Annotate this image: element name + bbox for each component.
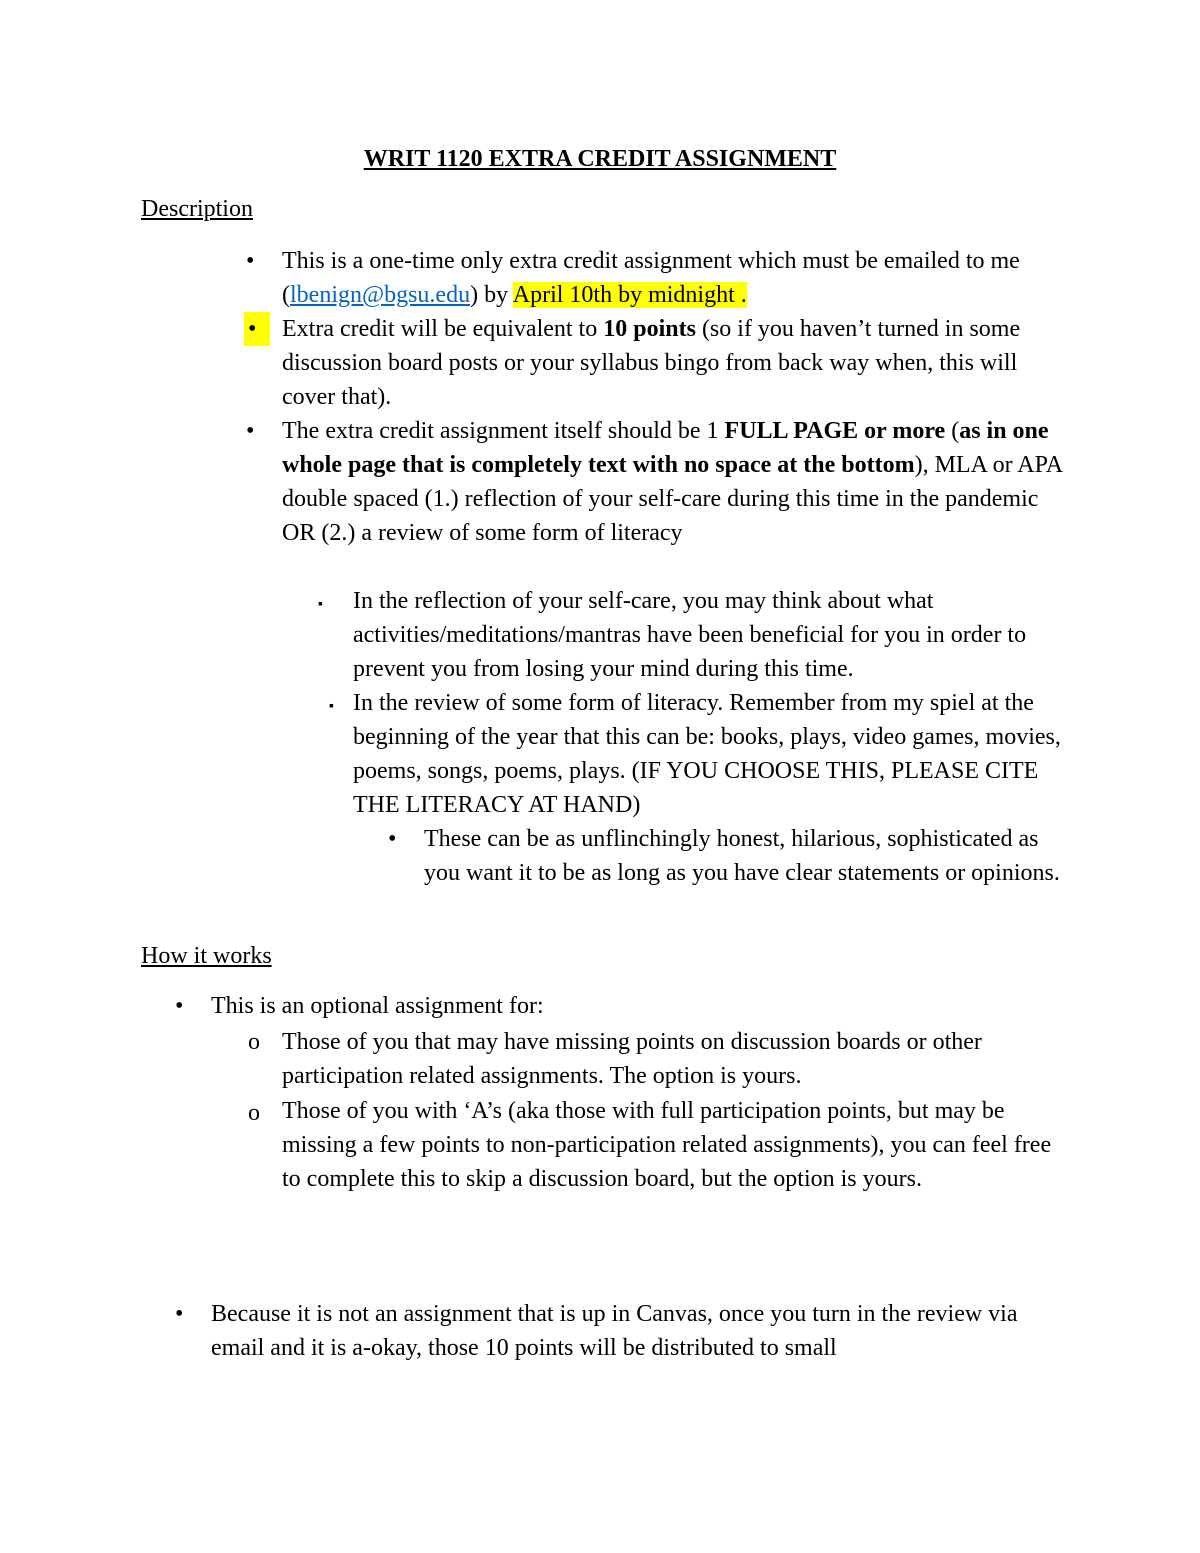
list-item — [282, 244, 1072, 312]
bullet-dot: • — [246, 418, 255, 444]
item-text: ), MLA or APA double spaced (1.) reflection of your self-care during this time in the pandemic OR (2.) a review of some form of literacy — [282, 452, 1062, 546]
item-text: This is a one-time only extra credit assignment which must be emailed to me ( — [282, 248, 1020, 308]
list-item — [211, 989, 1071, 1023]
bold-whole-page: as in one whole page that is completely text with no space at the bottom — [282, 418, 1049, 478]
bullet-dot: • — [175, 993, 184, 1019]
item-text: Extra credit will be equivalent to — [282, 316, 604, 342]
item-text: The extra credit assignment itself should be 1 — [282, 418, 725, 444]
bullet-dot: • — [388, 826, 397, 852]
bold-full-page: FULL PAGE or more — [724, 418, 946, 444]
bold-points: 10 points — [603, 316, 696, 342]
list-item — [353, 584, 1073, 686]
item-text: Those of you with ‘A’s (aka those with full participation points, but may be missing a few points to non-participation related assignments), you can feel free to complete this to skip a discussion board, but the option is yours. — [282, 1098, 1052, 1192]
item-text: Those of you that may have missing points on discussion boards or other participation related assignments. The option is yours. — [282, 1029, 982, 1089]
list-item — [353, 686, 1073, 822]
bullet-dot: • — [175, 1301, 184, 1327]
item-text: In the reflection of your self-care, you may think about what activities/meditations/mantras have been beneficial for you in order to prevent you from losing your mind during this time. — [353, 588, 1027, 682]
bullet-dot: • — [246, 248, 255, 274]
item-text: In the review of some form of literacy. Remember from my spiel at the beginning of the year that this can be: books, plays, video games, movies, poems, songs, poems, plays. (IF YOU CHOOSE THIS, PLEASE CITE THE LITERACY AT HAND) — [353, 690, 1061, 818]
description-heading: Description — [141, 196, 253, 222]
email-link[interactable]: lbenign@bgsu.edu — [290, 282, 471, 308]
item-text: ) by — [470, 282, 513, 308]
list-item — [282, 1094, 1072, 1196]
bullet-square: ▪ — [328, 699, 334, 714]
bullet-square: ▪ — [318, 597, 323, 612]
item-text: Because it is not an assignment that is up in Canvas, once you turn in the review via email and it is a-okay, those 10 points will be distributed to small — [211, 1301, 1018, 1361]
how-it-works-heading: How it works — [141, 943, 272, 969]
item-text: These can be as unflinchingly honest, hilarious, sophisticated as you want it to be as long as you have clear statements or opinions. — [424, 826, 1060, 886]
bullet-dot-highlighted: • — [244, 312, 270, 346]
document-title: WRIT 1120 EXTRA CREDIT ASSIGNMENT — [363, 146, 837, 172]
item-text: (so if you haven’t turned in some discussion board posts or your syllabus bingo from back way when, this will cover that). — [282, 316, 1021, 410]
list-item — [424, 822, 1064, 890]
list-item — [282, 312, 1072, 414]
list-item — [282, 1025, 1072, 1093]
deadline-highlight: April 10th by midnight . — [512, 282, 747, 308]
list-item — [282, 414, 1072, 550]
item-text: ( — [951, 418, 960, 444]
item-text: This is an optional assignment for: — [211, 993, 544, 1019]
bullet-circle: o — [248, 1029, 260, 1055]
list-item — [211, 1297, 1071, 1365]
bullet-circle: o — [248, 1100, 260, 1126]
